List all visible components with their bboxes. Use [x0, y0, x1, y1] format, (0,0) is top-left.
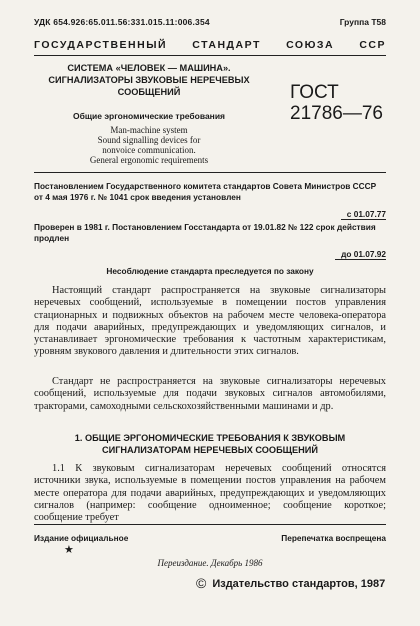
section-heading-line: 1. ОБЩИЕ ЭРГОНОМИЧЕСКИЕ ТРЕБОВАНИЯ К ЗВУКОВЫМ [74, 433, 346, 443]
english-title-line: Man-machine system [110, 125, 188, 135]
footer-rule [34, 524, 386, 525]
reissue-note: Переиздание. Декабрь 1986 [157, 558, 263, 568]
standard-word: ССР [359, 39, 386, 51]
publisher-name: Издательство стандартов, 1987 [212, 578, 386, 590]
english-title-line: nonvoice communication. [102, 145, 196, 155]
section-heading-line: СИГНАЛИЗАТОРАМ НЕРЕЧЕВЫХ СООБЩЕНИЙ [101, 445, 319, 455]
document-title [34, 62, 264, 98]
reprint-notice: Перепечатка воспрещена [281, 533, 386, 543]
paragraph-exclusion: Стандарт не распространяется на звуковые сигнализаторы неречевых сообщений, используемые для подачи звуковых сигналов автомобилями, тракторами, самоходными сельскохозяйственными машинами и др. [34, 376, 386, 412]
udk-code: УДК 654.926:65.011.56:331.015.11:006.354 [34, 17, 210, 27]
paragraph-1-1: 1.1 К звуковым сигнализаторам неречевых сообщений относятся источники звука, используемые в помещении постов управления на рабочем месте оператора для подачи аварийных, предупреждающих и уведомляющих сигналов (например: сообщение одноименное; сообщение короткое; сообщение требует [34, 463, 386, 524]
group-code: Группа Т58 [339, 17, 386, 27]
section-heading [34, 432, 386, 456]
title-line: СООБЩЕНИЙ [117, 87, 181, 97]
checked-text: Проверен в 1981 г. Постановлением Госстандарта от 19.01.82 № 122 срок действия продлен [34, 222, 376, 243]
standard-word: СТАНДАРТ [192, 39, 261, 51]
english-title-line: Sound signalling devices for [97, 135, 201, 145]
title-line: СИСТЕМА «ЧЕЛОВЕК — МАШИНА». [67, 63, 231, 73]
star-icon: ★ [64, 544, 74, 556]
standard-header [34, 39, 386, 51]
decree-text: Постановлением Государственного комитета стандартов Совета Министров СССР от 4 мая 1976 г. № 1041 срок введения установлен [34, 181, 377, 202]
title-line: СИГНАЛИЗАТОРЫ ЗВУКОВЫЕ НЕРЕЧЕВЫХ [48, 75, 250, 85]
header-rule [34, 55, 386, 56]
extended-date: до 01.07.92 [335, 249, 386, 260]
publisher-line [196, 575, 385, 591]
legal-warning: Несоблюдение стандарта преследуется по закону [106, 266, 314, 276]
gost-label: ГОСТ [290, 82, 339, 103]
standard-word: ГОСУДАРСТВЕННЫЙ [34, 39, 168, 51]
english-title [34, 125, 264, 165]
official-edition: Издание официальное [34, 533, 129, 543]
subtitle: Общие эргономические требования [73, 111, 225, 121]
gost-designation [290, 82, 383, 124]
paragraph-scope: Настоящий стандарт распространяется на звуковые сигнализаторы неречевых сообщений, используемые в помещении постов управления стационарных и подвижных объектов на рабочем месте человека-оператора для подачи аварийных, предупреждающих и уведомляющих сигналов, и устанавливает эргономические требования к частотным характеристикам, уровням звукового давления и длительности этих сигналов. [34, 285, 386, 358]
section-rule [34, 172, 386, 173]
effective-date: с 01.07.77 [341, 209, 386, 220]
english-title-line: General ergonomic requirements [89, 155, 209, 165]
copyright-icon: © [196, 575, 207, 591]
standard-word: СОЮЗА [286, 39, 335, 51]
gost-number: 21786—76 [290, 103, 383, 124]
